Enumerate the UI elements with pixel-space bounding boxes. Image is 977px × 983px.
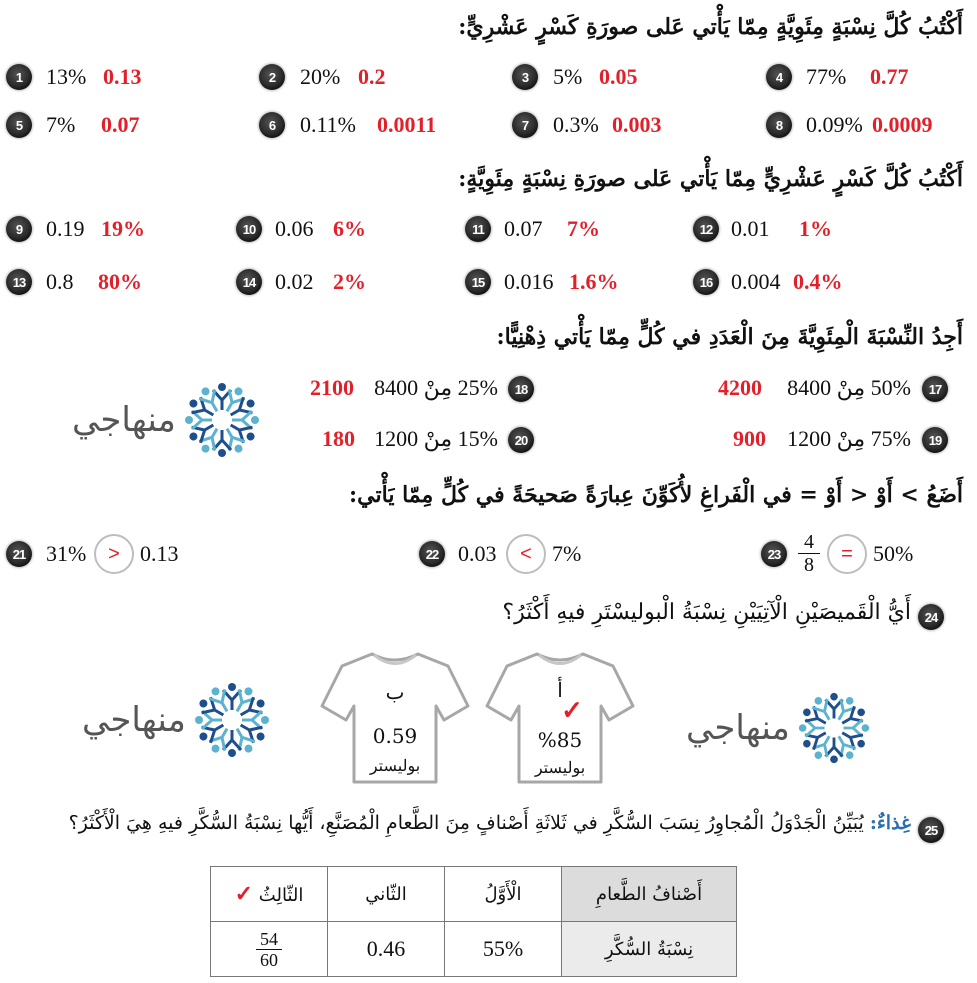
question-number-badge: 25 [918,817,944,843]
compare-right-value: 50% [873,541,914,566]
table-header-food-types: أَصْنافُ الطَّعامِ [562,867,737,922]
fraction-denominator: 60 [260,949,278,970]
shirt-b[interactable] [320,648,470,788]
question-value: 0.09% [806,112,863,137]
answer-value: 900 [733,426,766,451]
fraction [798,531,820,576]
question-number-badge: 18 [508,376,534,402]
fraction-numerator: 4 [804,531,814,553]
question-number-badge: 6 [259,112,285,138]
question-number-badge: 5 [6,112,32,138]
answer-value: 0.4% [793,269,843,294]
logo [82,680,272,760]
question-number-badge: 23 [761,541,787,567]
checkmark-icon: ✓ [234,881,254,907]
sugar-table [210,866,737,977]
fraction-numerator: 54 [260,928,278,949]
table-col-second: الثّاني [328,867,445,922]
shirt-material: بوليستر [534,758,586,777]
compare-left-value: 0.03 [458,541,497,566]
topic-label: غِذاءٌ: [869,812,911,834]
question-value: 15% مِنْ 1200 [374,426,498,451]
answer-value: 2100 [310,375,354,400]
question-number-badge: 1 [6,64,32,90]
question-number-badge: 2 [259,64,285,90]
logo-text: منهاجي [72,400,176,440]
question-number-badge: 7 [512,112,538,138]
compare-sign-circle[interactable]: < [506,534,546,574]
logo-people-ring-icon [182,380,262,460]
logo-text: منهاجي [686,708,790,748]
answer-value: 0.0009 [872,112,933,137]
section-2-heading: أَكْتُبُ كُلَّ كَسْرٍ عَشْرِيٍّ مِمّا يَأْتي عَلى صورَةِ نِسْبَةٍ مِئَوِيَّةٍ: [458,166,963,192]
compare-sign-circle[interactable]: = [827,534,867,574]
question-number-badge: 13 [6,269,32,295]
checkmark-icon: ✓ [561,696,583,726]
question-value: 13% [46,64,87,89]
question-value: 0.07 [504,216,543,241]
question-number-badge: 20 [508,427,534,453]
question-value: 7% [46,112,76,137]
compare-sign-circle[interactable]: > [94,534,134,574]
question-25-text [69,812,911,834]
logo-text: منهاجي [82,700,186,740]
question-value: 0.016 [504,269,554,294]
shirt-label: ب [385,680,405,704]
section-3-heading: أَجِدُ النِّسْبَةَ الْمِئَوِيَّةَ مِنَ الْعَدَدِ في كُلٍّ مِمّا يَأْتي ذِهْنِيًّا: [496,324,963,350]
logo-people-ring-icon [192,680,272,760]
answer-value: 180 [322,426,355,451]
answer-value: 6% [333,216,366,241]
question-value: 25% مِنْ 8400 [374,375,498,400]
question-number-badge: 12 [693,216,719,242]
compare-left-value: 31% [46,541,87,566]
question-number-badge: 4 [766,64,792,90]
answer-value: 0.13 [103,64,142,89]
question-value: 20% [300,64,341,89]
question-number-badge: 9 [6,216,32,242]
answer-value: 0.77 [870,64,909,89]
fraction [256,929,282,970]
answer-value: 0.0011 [377,112,437,137]
answer-value: 0.07 [101,112,140,137]
question-number-badge: 3 [512,64,538,90]
question-value: 50% مِنْ 8400 [787,375,911,400]
table-cell: 55% [445,922,562,977]
section-1-heading: أَكْتُبُ كُلَّ نِسْبَةٍ مِئَوِيَّةٍ مِمّا يَأْتي عَلى صورَةِ كَسْرٍ عَشْرِيٍّ: [458,14,963,40]
question-value: 77% [806,64,847,89]
question-value: 0.02 [275,269,314,294]
shirt-a[interactable] [485,648,635,788]
question-number-badge: 11 [465,216,491,242]
question-value: 0.3% [553,112,599,137]
logo [72,380,262,460]
question-value: 0.004 [731,269,781,294]
question-value: 5% [553,64,583,89]
question-value: 0.01 [731,216,770,241]
table-col-first: الْأَوَّلُ [445,867,562,922]
answer-value: 0.2 [358,64,386,89]
compare-right-value: 0.13 [140,541,179,566]
table-header-sugar-ratio: نِسْبَةُ السُّكَّرِ [562,922,737,977]
question-value: 0.11% [300,112,357,137]
question-25-body: يُبَيِّنُ الْجَدْوَلُ الْمُجاوِرُ نِسَبَ السُّكَّرِ في ثَلاثَةِ أَصْنافٍ مِنَ الطَّعامِ الْمُصَنَّعِ، أَيُّها نِسْبَةُ السُّكَّرِ فيهِ هِيَ الْأَكْثَرُ؟ [68,812,864,834]
question-number-badge: 24 [918,604,944,630]
question-number-badge: 19 [922,427,948,453]
question-24-text: أَيُّ الْقَميصَيْنِ الْآتِيَيْنِ نِسْبَةُ الْبوليسْتَرِ فيهِ أَكْثَرُ؟ [502,600,911,625]
table-col-third-label: الثّالِثُ [258,885,304,906]
question-number-badge: 17 [922,376,948,402]
question-number-badge: 10 [236,216,262,242]
table-col-third [211,867,328,922]
question-value: 0.8 [46,269,74,294]
answer-value: 1.6% [569,269,619,294]
answer-value: 1% [799,216,832,241]
fraction-denominator: 8 [804,554,814,576]
answer-value: 4200 [718,375,762,400]
answer-value: 0.003 [612,112,662,137]
shirt-material: بوليستر [369,756,421,775]
table-cell [211,922,328,977]
shirt-value: %85 [537,728,583,752]
shirt-value: 0.59 [372,724,418,748]
answer-value: 2% [333,269,366,294]
answer-value: 0.05 [599,64,638,89]
question-number-badge: 16 [693,269,719,295]
shirt-label: أ [557,678,563,702]
question-value: 0.19 [46,216,85,241]
question-number-badge: 14 [236,269,262,295]
question-number-badge: 21 [6,541,32,567]
question-number-badge: 8 [766,112,792,138]
answer-value: 80% [98,269,142,294]
compare-right-value: 7% [552,541,582,566]
question-number-badge: 22 [419,541,445,567]
answer-value: 7% [567,216,600,241]
logo-people-ring-icon [796,690,872,766]
question-number-badge: 15 [465,269,491,295]
table-cell: 0.46 [328,922,445,977]
answer-value: 19% [101,216,145,241]
section-4-heading: أَضَعُ > أَوْ < أَوْ = في الْفَراغِ لأُكَوِّنَ عِبارَةً صَحيحَةً في كُلٍّ مِمّا يَأْتي: [349,482,963,508]
question-value: 0.06 [275,216,314,241]
logo [686,690,872,766]
question-value: 75% مِنْ 1200 [787,426,911,451]
